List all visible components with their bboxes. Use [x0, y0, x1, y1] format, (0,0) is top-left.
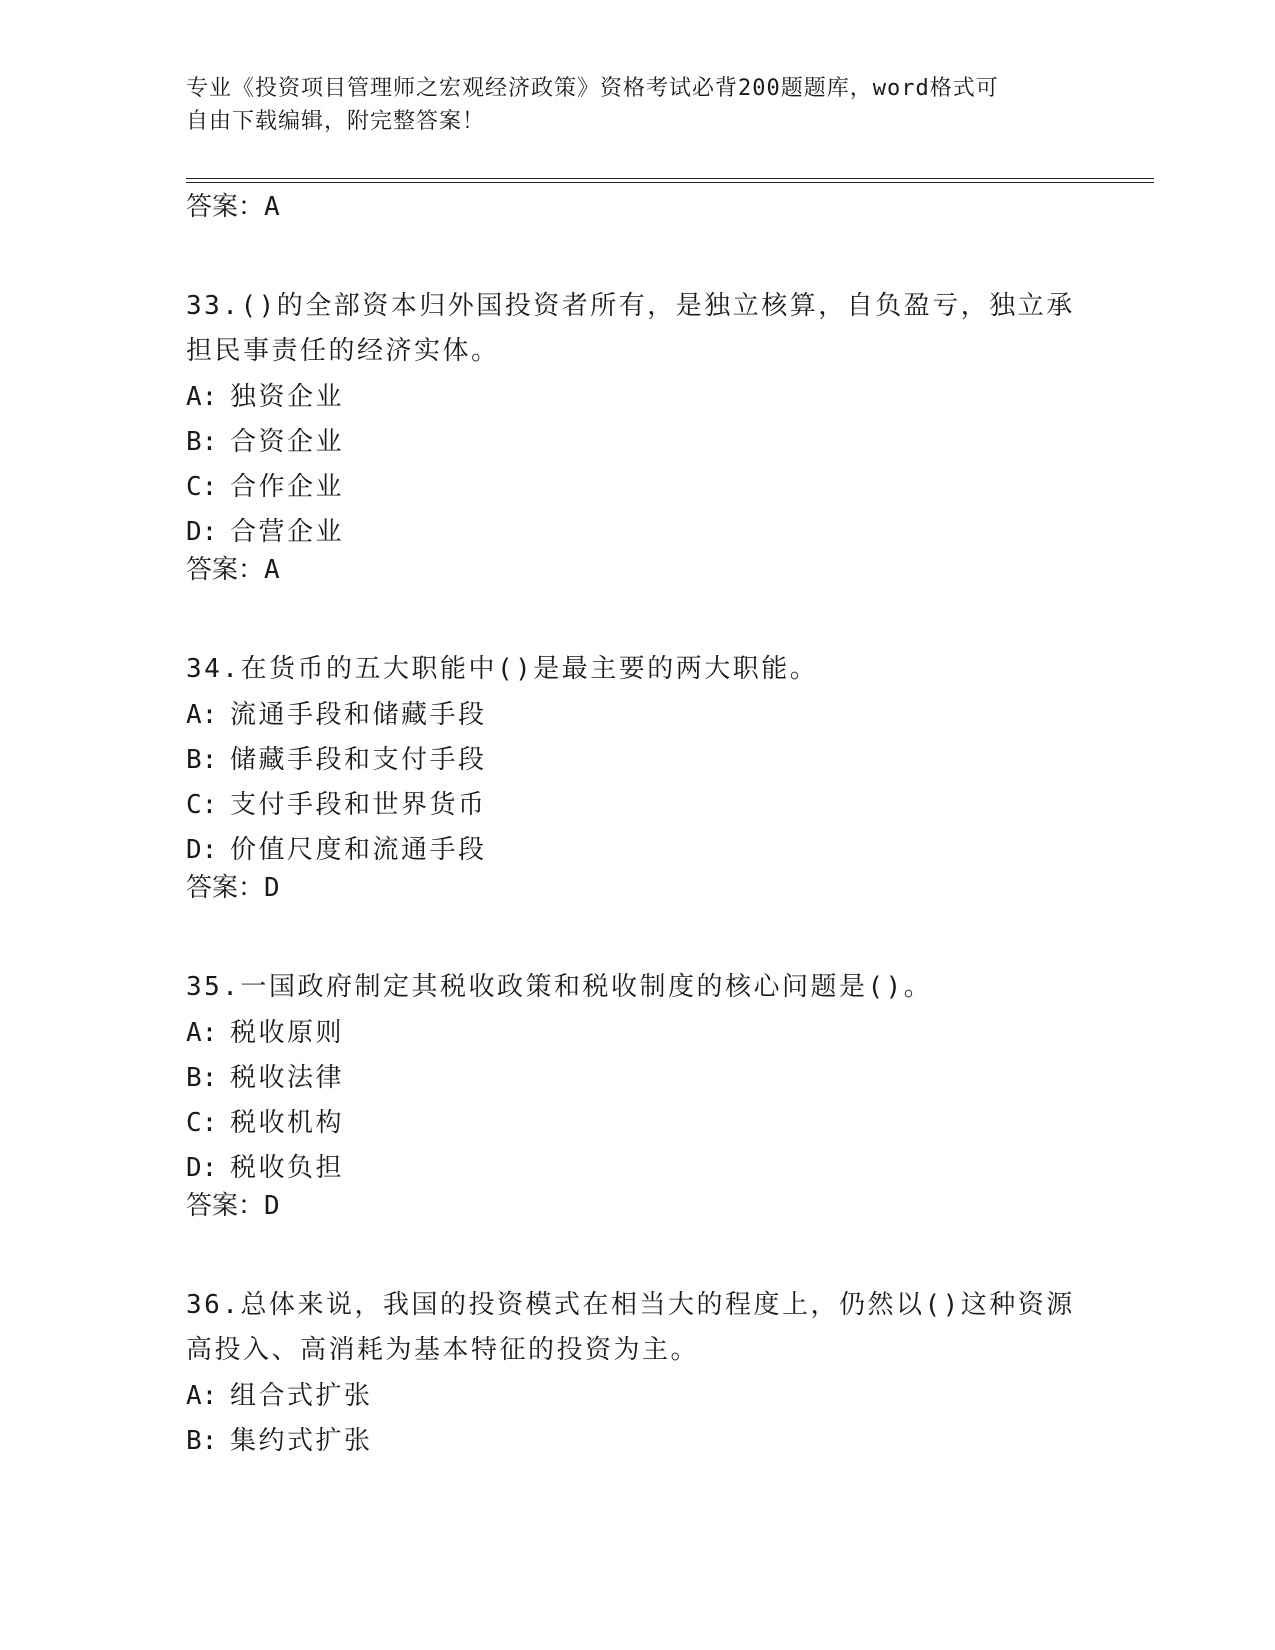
question-stem-line: 高投入、高消耗为基本特征的投资为主。 — [186, 1335, 700, 1365]
option-c — [186, 783, 1086, 828]
option-text: 价值尺度和流通手段 — [230, 835, 487, 865]
question-item — [186, 284, 1086, 585]
option-text: 组合式扩张 — [230, 1381, 373, 1411]
question-stem-line: 36.总体来说，我国的投资模式在相当大的程度上，仍然以()这种资源 — [186, 1290, 1075, 1320]
option-text: 合作企业 — [230, 472, 345, 502]
question-list — [186, 192, 1086, 1464]
answer-value: A — [264, 192, 280, 222]
option-c — [186, 465, 1086, 510]
option-letter: A: — [186, 700, 218, 730]
answer-value: D — [264, 873, 280, 903]
question-stem-line: 34.在货币的五大职能中()是最主要的两大职能。 — [186, 654, 819, 684]
option-text: 合营企业 — [230, 517, 345, 547]
option-a — [186, 375, 1086, 420]
option-letter: A: — [186, 1018, 218, 1048]
option-letter: D: — [186, 835, 218, 865]
option-b — [186, 420, 1086, 465]
option-text: 流通手段和储藏手段 — [230, 700, 487, 730]
option-letter: B: — [186, 1063, 218, 1093]
question-stem — [186, 284, 1086, 374]
option-letter: A: — [186, 382, 218, 412]
option-b — [186, 1056, 1086, 1101]
option-letter: C: — [186, 790, 218, 820]
option-d — [186, 1146, 1086, 1191]
answer-line — [186, 873, 1086, 903]
answer-label: 答案： — [186, 873, 265, 903]
option-text: 支付手段和世界货币 — [230, 790, 487, 820]
question-item — [186, 647, 1086, 903]
answer-line — [186, 555, 1086, 585]
option-a — [186, 1374, 1086, 1419]
question-stem — [186, 965, 1086, 1010]
option-letter: C: — [186, 1108, 218, 1138]
question-stem — [186, 647, 1086, 692]
option-letter: B: — [186, 1426, 218, 1456]
option-text: 独资企业 — [230, 382, 345, 412]
answer-label: 答案： — [186, 192, 265, 222]
option-letter: C: — [186, 472, 218, 502]
option-b — [186, 738, 1086, 783]
question-stem-line: 担民事责任的经济实体。 — [186, 336, 500, 366]
option-d — [186, 510, 1086, 555]
option-letter: D: — [186, 517, 218, 547]
answer-value: A — [264, 555, 280, 585]
option-text: 合资企业 — [230, 427, 345, 457]
option-text: 税收法律 — [230, 1063, 345, 1093]
question-stem-line: 35.一国政府制定其税收政策和税收制度的核心问题是()。 — [186, 972, 933, 1002]
answer-line — [186, 192, 1086, 222]
option-a — [186, 693, 1086, 738]
answer-label: 答案： — [186, 555, 265, 585]
page-header — [186, 72, 1086, 138]
answer-label: 答案： — [186, 1191, 265, 1221]
option-text: 集约式扩张 — [230, 1426, 373, 1456]
option-c — [186, 1101, 1086, 1146]
option-b — [186, 1419, 1086, 1464]
option-text: 储藏手段和支付手段 — [230, 745, 487, 775]
answer-line — [186, 1191, 1086, 1221]
answer-value: D — [264, 1191, 280, 1221]
option-a — [186, 1011, 1086, 1056]
option-text: 税收原则 — [230, 1018, 345, 1048]
header-line-1: 专业《投资项目管理师之宏观经济政策》资格考试必背200题题库，word格式可 — [186, 76, 999, 101]
question-item — [186, 1283, 1086, 1464]
question-stem — [186, 1283, 1086, 1373]
option-text: 税收负担 — [230, 1153, 345, 1183]
option-letter: A: — [186, 1381, 218, 1411]
option-text: 税收机构 — [230, 1108, 345, 1138]
option-d — [186, 828, 1086, 873]
option-letter: D: — [186, 1153, 218, 1183]
question-stem-line: 33.()的全部资本归外国投资者所有，是独立核算，自负盈亏，独立承 — [186, 291, 1075, 321]
option-letter: B: — [186, 745, 218, 775]
header-divider — [186, 178, 1154, 183]
option-letter: B: — [186, 427, 218, 457]
header-line-2: 自由下载编辑，附完整答案！ — [186, 109, 486, 134]
question-item — [186, 965, 1086, 1221]
